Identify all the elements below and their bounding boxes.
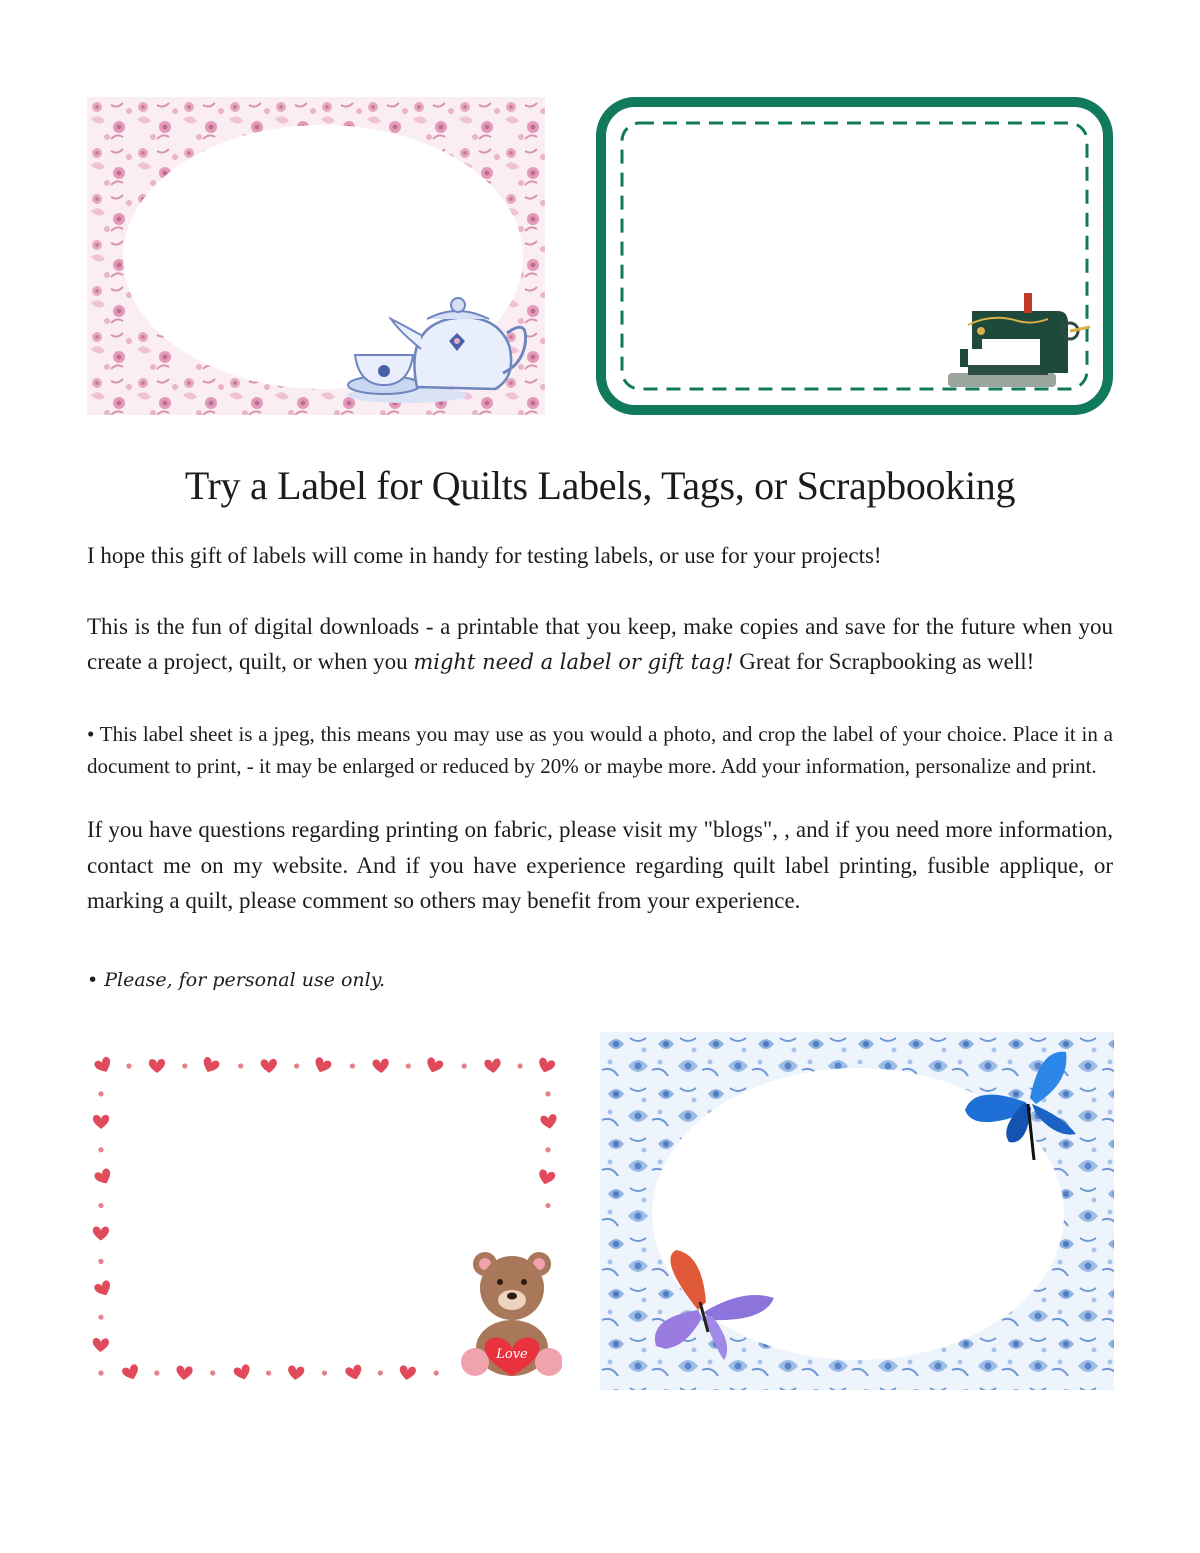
paragraph-questions: If you have questions regarding printing on fabric, please visit my "blogs", , and if you need more information, contact me on my website. And if you have experience regarding quilt label printing, fusible applique, or marking a quilt, please comment so others may benefit from your experience. bbox=[87, 817, 1113, 913]
heart-icon bbox=[149, 1059, 165, 1073]
heart-icon bbox=[484, 1058, 502, 1074]
heart-icon bbox=[93, 1115, 109, 1129]
heart-icon bbox=[233, 1364, 253, 1382]
border-dot bbox=[545, 1091, 550, 1096]
border-dot bbox=[266, 1370, 271, 1375]
heart-icon bbox=[344, 1364, 364, 1382]
border-dot bbox=[294, 1063, 299, 1068]
paragraph-digital-downloads bbox=[87, 609, 1113, 680]
border-dot bbox=[210, 1370, 215, 1375]
heart-icon bbox=[260, 1059, 277, 1074]
heart-icon bbox=[93, 1226, 109, 1240]
border-dot bbox=[517, 1063, 522, 1068]
border-dot bbox=[322, 1370, 327, 1375]
border-dot bbox=[98, 1370, 103, 1375]
heart-icon bbox=[372, 1058, 389, 1073]
border-dot bbox=[378, 1370, 383, 1375]
border-dot bbox=[545, 1147, 550, 1152]
border-dot bbox=[98, 1203, 103, 1208]
border-dot bbox=[350, 1063, 355, 1068]
border-dot bbox=[545, 1203, 550, 1208]
border-dot bbox=[462, 1063, 467, 1068]
green-dashed-sewing-machine-label bbox=[596, 97, 1113, 415]
paragraph-jpeg-info: • This label sheet is a jpeg, this means you may use as you would a photo, and crop the label of your choice. Place it in a document to print, - it may be enlarged or reduced by 20% or maybe more. Add your information, personalize and print. bbox=[87, 722, 1113, 778]
heart-icon bbox=[93, 1056, 114, 1075]
intro-text: I hope this gift of labels will come in handy for testing labels, or use for your projects! bbox=[87, 543, 882, 568]
heart-icon bbox=[540, 1114, 558, 1130]
border-dot bbox=[154, 1370, 159, 1375]
page-title: Try a Label for Quilts Labels, Tags, or Scrapbooking bbox=[184, 463, 1016, 508]
heart-icon bbox=[93, 1167, 114, 1186]
pink-floral-teapot-label bbox=[87, 97, 545, 415]
paragraph-end: Great for Scrapbooking as well! bbox=[733, 649, 1035, 674]
heart-icon bbox=[121, 1363, 141, 1382]
border-dot bbox=[238, 1063, 243, 1068]
heart-icon bbox=[176, 1365, 193, 1380]
heart-icon bbox=[312, 1056, 332, 1075]
paragraph-start: This is the fun of digital downloads - a printable that you keep, make copies and save for the future when you create a project, quilt, or when you bbox=[87, 614, 1113, 674]
border-dot bbox=[98, 1147, 103, 1152]
hearts-teddy-bear-label bbox=[87, 1052, 562, 1387]
border-dot bbox=[434, 1370, 439, 1375]
heart-icon bbox=[398, 1365, 416, 1381]
border-dot bbox=[98, 1315, 103, 1320]
heart-icon bbox=[93, 1279, 113, 1298]
heart-icon bbox=[424, 1057, 444, 1075]
heart-icon bbox=[287, 1365, 305, 1381]
heart-icon bbox=[537, 1169, 556, 1187]
heart-icon bbox=[536, 1057, 556, 1075]
border-dot bbox=[98, 1091, 103, 1096]
blue-floral-butterfly-label bbox=[600, 1032, 1114, 1390]
border-dot bbox=[126, 1063, 131, 1068]
paragraph-emphasis: might need a label or gift tag! bbox=[413, 650, 734, 674]
heart-icon bbox=[92, 1338, 109, 1353]
border-dot bbox=[406, 1063, 411, 1068]
heart-icon bbox=[200, 1056, 220, 1075]
bear-heart-text: Love bbox=[496, 1347, 528, 1362]
personal-use-note: • Please, for personal use only. bbox=[87, 969, 385, 991]
border-dot bbox=[98, 1259, 103, 1264]
teddy-bear-icon bbox=[461, 1252, 562, 1376]
border-dot bbox=[182, 1063, 187, 1068]
